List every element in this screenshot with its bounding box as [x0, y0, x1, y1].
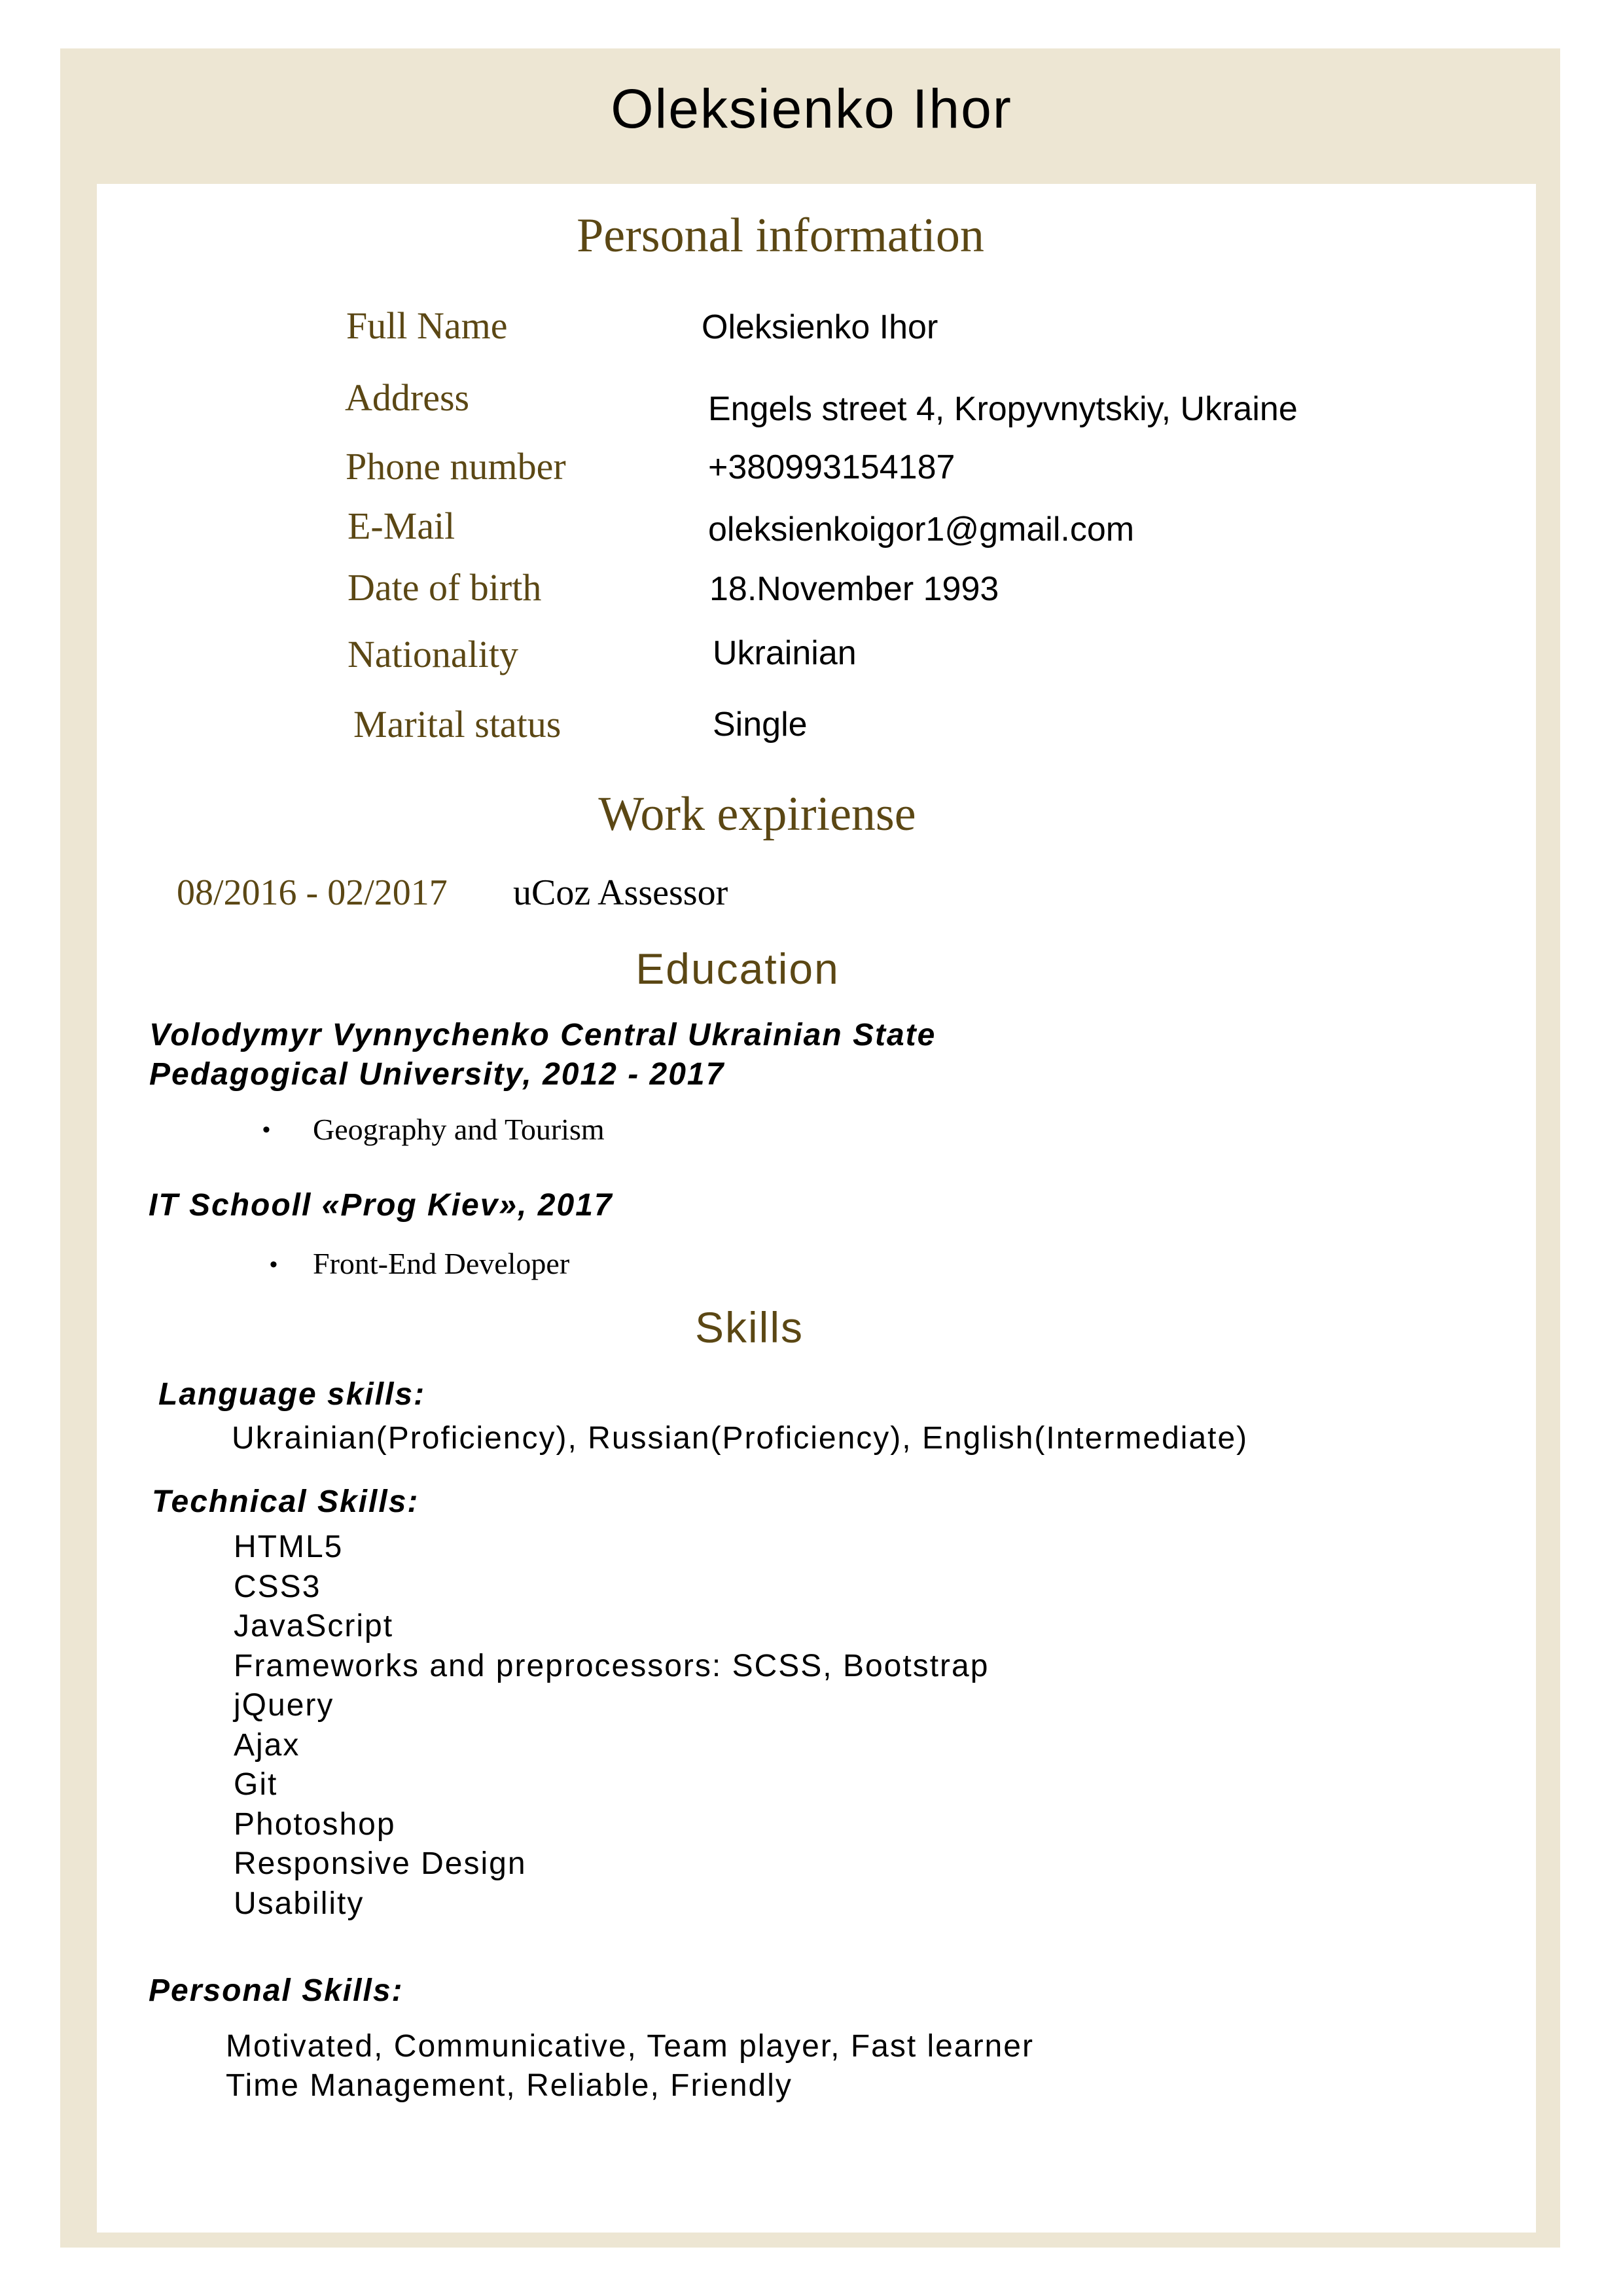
work-period: 08/2016 - 02/2017	[177, 872, 448, 913]
label-email: E-Mail	[348, 505, 455, 547]
label-nationality: Nationality	[348, 633, 518, 675]
education-program-2: Front-End Developer	[313, 1247, 570, 1280]
list-item: CSS3	[234, 1569, 321, 1604]
label-date-of-birth: Date of birth	[348, 566, 542, 609]
language-skills-heading: Language skills:	[158, 1377, 426, 1412]
education-program-1: Geography and Tourism	[313, 1113, 605, 1146]
bullet-icon: •	[262, 1117, 270, 1142]
label-marital-status: Marital status	[353, 703, 562, 745]
bullet-icon: •	[270, 1252, 277, 1277]
resume-name-title: Oleksienko Ihor	[611, 78, 1012, 139]
value-address: Engels street 4, Kropyvnytskiy, Ukraine	[708, 390, 1298, 428]
value-full-name: Oleksienko Ihor	[702, 308, 938, 346]
technical-skills-list	[234, 1528, 989, 1924]
personal-skills-heading: Personal Skills:	[149, 1973, 404, 2008]
education-institution-1-line-2: Pedagogical University, 2012 - 2017	[149, 1057, 725, 1092]
label-phone-number: Phone number	[346, 445, 566, 488]
list-item: JavaScript	[234, 1609, 394, 1643]
technical-skills-heading: Technical Skills:	[152, 1484, 419, 1519]
section-title-education: Education	[635, 944, 840, 993]
education-institution-1-line-1: Volodymyr Vynnychenko Central Ukrainian State	[149, 1018, 936, 1052]
language-skills-text: Ukrainian(Proficiency), Russian(Proficiency), English(Intermediate)	[232, 1421, 1249, 1456]
list-item: Usability	[234, 1886, 365, 1921]
personal-skills-text	[226, 2027, 1034, 2106]
personal-skills-line: Motivated, Communicative, Team player, Fast learner	[226, 2029, 1034, 2064]
personal-skills-line: Time Management, Reliable, Friendly	[226, 2068, 793, 2103]
list-item: HTML5	[234, 1530, 344, 1564]
list-item: Responsive Design	[234, 1846, 527, 1881]
value-marital-status: Single	[713, 706, 808, 744]
list-item: Frameworks and preprocessors: SCSS, Bootstrap	[234, 1648, 990, 1683]
value-email: oleksienkoigor1@gmail.com	[708, 511, 1135, 548]
value-date-of-birth: 18.November 1993	[709, 570, 999, 608]
value-phone-number: +380993154187	[708, 448, 955, 486]
education-institution-2: IT Schooll «Prog Kiev», 2017	[149, 1188, 613, 1223]
work-role: uCoz Assessor	[513, 872, 728, 913]
list-item: Ajax	[234, 1727, 300, 1763]
list-item: jQuery	[234, 1688, 334, 1723]
list-item: Git	[234, 1767, 278, 1802]
label-address: Address	[345, 376, 470, 419]
section-title-skills: Skills	[694, 1303, 804, 1352]
value-nationality: Ukrainian	[713, 634, 857, 672]
list-item: Photoshop	[234, 1806, 396, 1842]
label-full-name: Full Name	[346, 304, 508, 347]
section-title-personal-information: Personal information	[577, 209, 984, 262]
section-title-work-experience: Work expiriense	[598, 787, 916, 841]
